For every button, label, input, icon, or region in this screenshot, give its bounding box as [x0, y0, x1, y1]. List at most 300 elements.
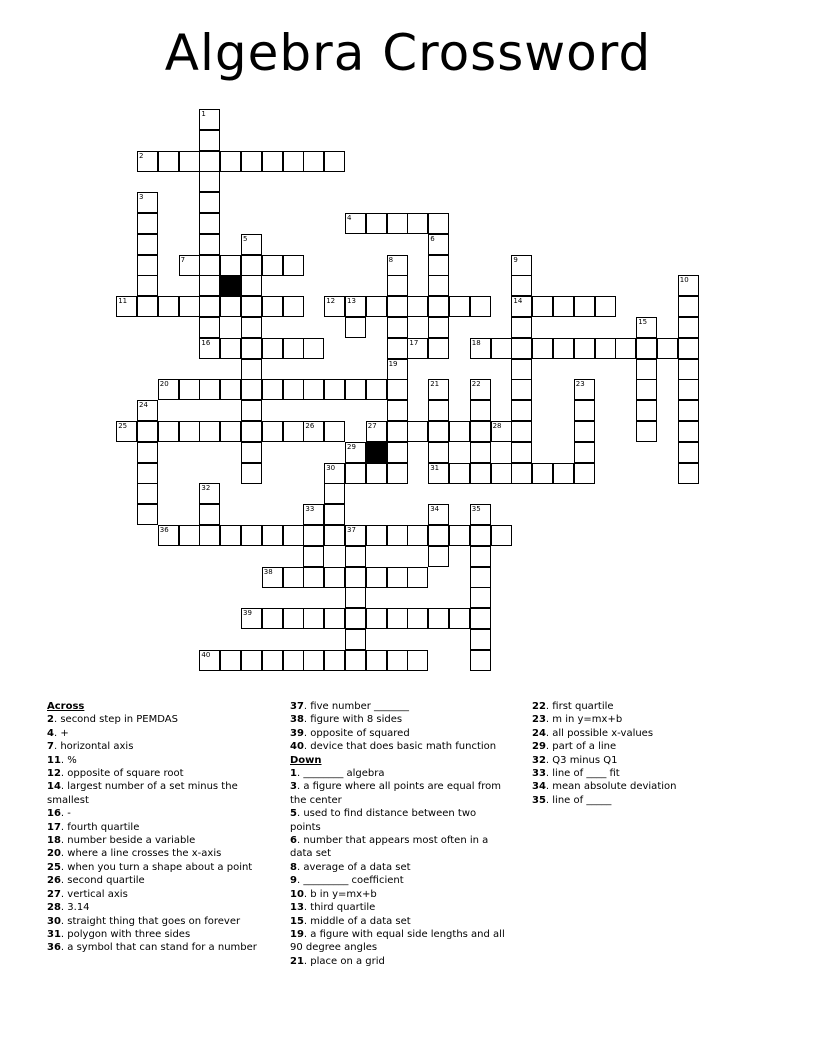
- clue-item-number: 6: [290, 835, 297, 847]
- clue-item-text: . opposite of squared: [303, 727, 410, 739]
- grid-cell[interactable]: [199, 130, 220, 151]
- clue-item-text: . 3.14: [60, 902, 90, 914]
- clue-item: [290, 928, 505, 955]
- clue-item: [532, 780, 747, 793]
- grid-cell[interactable]: [511, 338, 532, 359]
- grid-cell[interactable]: [636, 359, 657, 380]
- grid-cell[interactable]: [345, 608, 366, 629]
- grid-cell[interactable]: [262, 255, 283, 276]
- clue-item: [47, 821, 262, 834]
- grid-cell[interactable]: [407, 608, 428, 629]
- grid-cell[interactable]: [470, 629, 491, 650]
- grid-cell[interactable]: [511, 463, 532, 484]
- grid-cell[interactable]: [387, 296, 408, 317]
- grid-cell[interactable]: [657, 338, 678, 359]
- grid-cell[interactable]: [595, 338, 616, 359]
- clue-number: 15: [638, 318, 648, 326]
- clue-item-number: 11: [47, 754, 61, 766]
- clue-item-text: . number beside a variable: [60, 835, 196, 847]
- clue-item-text: . third quartile: [303, 902, 376, 914]
- grid-cell[interactable]: [324, 483, 345, 504]
- grid-cell[interactable]: [366, 463, 387, 484]
- grid-cell[interactable]: [199, 379, 220, 400]
- clue-item-number: 14: [47, 781, 61, 793]
- clue-item-text: . b in y=mx+b: [303, 888, 377, 900]
- grid-cell[interactable]: [366, 296, 387, 317]
- grid-cell[interactable]: [179, 151, 200, 172]
- clue-item-text: . five number _______: [303, 701, 410, 712]
- grid-cell[interactable]: [303, 567, 324, 588]
- grid-cell[interactable]: [241, 400, 262, 421]
- grid-cell[interactable]: [345, 317, 366, 338]
- grid-cell[interactable]: [324, 525, 345, 546]
- grid-cell[interactable]: [491, 338, 512, 359]
- clue-item-number: 31: [47, 928, 61, 940]
- clue-item: [532, 794, 747, 807]
- grid-cell[interactable]: [137, 275, 158, 296]
- grid-cell[interactable]: [407, 421, 428, 442]
- clue-item-number: 30: [47, 915, 61, 927]
- grid-cell[interactable]: [303, 608, 324, 629]
- clue-item: [47, 727, 262, 740]
- grid-cell[interactable]: [387, 608, 408, 629]
- grid-cell[interactable]: [636, 379, 657, 400]
- grid-cell[interactable]: [387, 317, 408, 338]
- grid-cell[interactable]: [366, 567, 387, 588]
- grid-cell[interactable]: [303, 338, 324, 359]
- grid-cell[interactable]: [283, 567, 304, 588]
- clue-item: [532, 740, 747, 753]
- clue-item: [290, 955, 505, 968]
- clue-item: [290, 807, 505, 834]
- clue-item-text: . first quartile: [545, 701, 614, 712]
- clue-number: 2: [139, 151, 144, 160]
- grid-cell[interactable]: [428, 317, 449, 338]
- grid-cell[interactable]: [407, 650, 428, 671]
- grid-cell[interactable]: [678, 379, 699, 400]
- clue-item-number: 12: [47, 768, 61, 780]
- grid-cell[interactable]: [407, 567, 428, 588]
- clue-item: [290, 767, 505, 780]
- grid-cell[interactable]: [470, 442, 491, 463]
- grid-cell[interactable]: [137, 234, 158, 255]
- clue-item-number: 22: [532, 701, 546, 712]
- grid-cell[interactable]: [262, 379, 283, 400]
- grid-cell[interactable]: [324, 504, 345, 525]
- grid-cell[interactable]: [345, 567, 366, 588]
- clue-item-text: . mean absolute deviation: [545, 781, 677, 793]
- grid-cell[interactable]: [678, 338, 699, 359]
- grid-cell[interactable]: [678, 463, 699, 484]
- clue-item-text: . straight thing that goes on forever: [60, 915, 241, 927]
- clue-number: 32: [201, 484, 211, 493]
- grid-cell[interactable]: [303, 546, 324, 567]
- grid-cell[interactable]: [158, 421, 179, 442]
- clue-item-text: . line of _____: [545, 794, 612, 806]
- grid-cell[interactable]: [199, 171, 220, 192]
- grid-cell[interactable]: [262, 525, 283, 546]
- grid-cell[interactable]: [220, 255, 241, 276]
- grid-cell[interactable]: [345, 463, 366, 484]
- grid-cell[interactable]: [241, 463, 262, 484]
- grid-cell[interactable]: [345, 650, 366, 671]
- grid-cell[interactable]: [345, 546, 366, 567]
- clue-item-number: 15: [290, 915, 304, 927]
- grid-cell[interactable]: [574, 296, 595, 317]
- clue-item-text: . device that does basic math function: [303, 741, 497, 753]
- grid-cell[interactable]: [137, 213, 158, 234]
- grid-cell[interactable]: [470, 567, 491, 588]
- clue-number: 23: [575, 380, 585, 389]
- grid-cell[interactable]: [241, 317, 262, 338]
- grid-cell[interactable]: [636, 400, 657, 421]
- grid-cell[interactable]: [532, 338, 553, 359]
- grid-cell[interactable]: [283, 608, 304, 629]
- grid-cell[interactable]: [199, 192, 220, 213]
- grid-cell[interactable]: [428, 213, 449, 234]
- clue-item-number: 32: [532, 754, 546, 766]
- clue-item-text: . when you turn a shape about a point: [60, 861, 253, 873]
- grid-cell[interactable]: [553, 338, 574, 359]
- grid-cell[interactable]: [532, 296, 553, 317]
- clue-item-number: 10: [290, 888, 304, 900]
- clue-number: 4: [347, 214, 352, 222]
- clue-item: [290, 740, 505, 753]
- grid-cell[interactable]: [262, 338, 283, 359]
- clue-item: [532, 767, 747, 780]
- grid-cell[interactable]: [324, 567, 345, 588]
- grid-cell[interactable]: [283, 151, 304, 172]
- clue-number: 19: [388, 359, 398, 368]
- clue-item: [47, 754, 262, 767]
- clue-column-2: [290, 700, 505, 968]
- grid-cell[interactable]: [553, 463, 574, 484]
- grid-cell[interactable]: [449, 525, 470, 546]
- grid-cell[interactable]: [199, 255, 220, 276]
- grid-cell[interactable]: [199, 151, 220, 172]
- grid-cell[interactable]: [179, 379, 200, 400]
- clue-item-number: 20: [47, 848, 61, 860]
- grid-cell[interactable]: [407, 213, 428, 234]
- clue-item: [532, 713, 747, 726]
- clue-item-number: 37: [290, 701, 304, 712]
- grid-cell[interactable]: [366, 525, 387, 546]
- grid-cell[interactable]: [199, 525, 220, 546]
- grid-cell[interactable]: [241, 255, 262, 276]
- grid-cell[interactable]: [491, 463, 512, 484]
- grid-cell[interactable]: [199, 317, 220, 338]
- clue-item-number: 24: [532, 727, 546, 739]
- clue-item: [290, 901, 505, 914]
- grid-cell[interactable]: [387, 400, 408, 421]
- grid-cell[interactable]: [303, 151, 324, 172]
- clue-item-text: . _________ coefficient: [296, 875, 404, 887]
- clue-number: 18: [471, 338, 481, 347]
- grid-cell[interactable]: [511, 400, 532, 421]
- clue-number: 29: [347, 442, 356, 451]
- clue-item-text: . %: [60, 754, 77, 766]
- grid-cell[interactable]: [511, 359, 532, 380]
- grid-cell[interactable]: [470, 587, 491, 608]
- clue-number: 22: [471, 380, 481, 389]
- grid-cell[interactable]: [283, 338, 304, 359]
- clue-item-number: 3: [290, 781, 297, 793]
- grid-cell[interactable]: [262, 421, 283, 442]
- clue-number: 3: [139, 193, 144, 202]
- clue-item-number: 9: [290, 875, 297, 887]
- clue-item-text: . figure with 8 sides: [303, 714, 403, 726]
- grid-cell[interactable]: [678, 317, 699, 338]
- clue-item-text: . Q3 minus Q1: [545, 754, 618, 766]
- clue-item-text: . average of a data set: [296, 861, 411, 873]
- grid-cell[interactable]: [449, 463, 470, 484]
- grid-cell[interactable]: [470, 608, 491, 629]
- grid-cell[interactable]: [199, 504, 220, 525]
- grid-cell[interactable]: [387, 442, 408, 463]
- clue-item: [532, 727, 747, 740]
- clue-item: [47, 834, 262, 847]
- grid-cell[interactable]: [366, 608, 387, 629]
- grid-cell[interactable]: [262, 296, 283, 317]
- grid-cell[interactable]: [678, 359, 699, 380]
- clue-item: [47, 740, 262, 753]
- clue-number: 12: [326, 297, 336, 306]
- grid-cell[interactable]: [553, 296, 574, 317]
- clue-item-text: . +: [53, 727, 69, 739]
- grid-cell[interactable]: [303, 650, 324, 671]
- grid-cell[interactable]: [678, 296, 699, 317]
- clue-item: [47, 780, 262, 807]
- grid-cell[interactable]: [449, 421, 470, 442]
- grid-cell[interactable]: [511, 317, 532, 338]
- clue-number: 39: [243, 609, 252, 618]
- grid-cell[interactable]: [345, 587, 366, 608]
- grid-cell[interactable]: [470, 650, 491, 671]
- grid-cell[interactable]: [220, 421, 241, 442]
- clue-item-number: 7: [47, 741, 54, 753]
- clue-number: 5: [243, 234, 248, 243]
- grid-cell[interactable]: [283, 525, 304, 546]
- grid-cell[interactable]: [199, 234, 220, 255]
- grid-cell[interactable]: [324, 379, 345, 400]
- grid-cell[interactable]: [199, 275, 220, 296]
- clue-number: 30: [326, 463, 336, 472]
- grid-cell[interactable]: [283, 379, 304, 400]
- grid-cell[interactable]: [428, 608, 449, 629]
- grid-cell[interactable]: [387, 650, 408, 671]
- clue-item-text: . largest number of a set minus the smallest: [47, 781, 238, 806]
- grid-cell[interactable]: [137, 255, 158, 276]
- grid-cell[interactable]: [574, 463, 595, 484]
- grid-cell[interactable]: [511, 421, 532, 442]
- grid-cell[interactable]: [324, 650, 345, 671]
- grid-cell[interactable]: [387, 379, 408, 400]
- grid-cell[interactable]: [283, 650, 304, 671]
- grid-cell[interactable]: [387, 338, 408, 359]
- clue-item-number: 33: [532, 768, 546, 780]
- grid-cell[interactable]: [220, 379, 241, 400]
- grid-cell[interactable]: [199, 296, 220, 317]
- clue-item: [47, 941, 262, 954]
- grid-cell[interactable]: [387, 463, 408, 484]
- grid-cell[interactable]: [491, 525, 512, 546]
- clue-item-text: . horizontal axis: [53, 741, 134, 753]
- grid-cell[interactable]: [137, 463, 158, 484]
- clue-item: [290, 888, 505, 901]
- grid-cell[interactable]: [220, 338, 241, 359]
- grid-cell[interactable]: [387, 213, 408, 234]
- clue-number: 9: [513, 255, 518, 264]
- grid-cell[interactable]: [428, 442, 449, 463]
- grid-cell[interactable]: [615, 338, 636, 359]
- grid-cell[interactable]: [470, 525, 491, 546]
- clue-number: 13: [347, 297, 356, 306]
- clue-item-number: 2: [47, 714, 54, 726]
- grid-cell[interactable]: [574, 338, 595, 359]
- grid-cell[interactable]: [158, 296, 179, 317]
- grid-cell[interactable]: [387, 421, 408, 442]
- grid-cell[interactable]: [595, 296, 616, 317]
- grid-cell[interactable]: [387, 567, 408, 588]
- grid-cell[interactable]: [324, 421, 345, 442]
- grid-cell[interactable]: [262, 608, 283, 629]
- grid-cell[interactable]: [283, 255, 304, 276]
- grid-cell[interactable]: [428, 525, 449, 546]
- clue-item-text: . ________ algebra: [296, 768, 385, 780]
- clue-item-number: 19: [290, 928, 304, 940]
- clue-item-text: . a figure with equal side lengths and all 90 degree angles: [290, 928, 505, 954]
- clue-column-3: [532, 700, 747, 807]
- grid-cell[interactable]: [428, 255, 449, 276]
- grid-cell[interactable]: [407, 296, 428, 317]
- grid-cell[interactable]: [283, 296, 304, 317]
- grid-cell[interactable]: [428, 400, 449, 421]
- grid-cell[interactable]: [199, 421, 220, 442]
- clue-item: [47, 915, 262, 928]
- grid-cell[interactable]: [428, 338, 449, 359]
- grid-cell[interactable]: [574, 442, 595, 463]
- grid-cell[interactable]: [241, 338, 262, 359]
- clue-number: 10: [679, 276, 689, 285]
- grid-cell[interactable]: [636, 338, 657, 359]
- grid-cell[interactable]: [137, 421, 158, 442]
- clue-item-text: . second quartile: [60, 875, 145, 887]
- grid-cell[interactable]: [345, 629, 366, 650]
- grid-cell[interactable]: [470, 400, 491, 421]
- grid-cell[interactable]: [137, 483, 158, 504]
- grid-cell[interactable]: [220, 151, 241, 172]
- black-cell: [366, 442, 387, 463]
- clue-number: 6: [430, 234, 435, 243]
- grid-cell[interactable]: [470, 463, 491, 484]
- grid-cell[interactable]: [324, 608, 345, 629]
- clue-number: 27: [367, 422, 377, 430]
- grid-cell[interactable]: [137, 504, 158, 525]
- grid-cell[interactable]: [220, 650, 241, 671]
- grid-cell[interactable]: [678, 421, 699, 442]
- clue-item-number: 8: [290, 861, 297, 873]
- grid-cell[interactable]: [449, 608, 470, 629]
- grid-cell[interactable]: [241, 421, 262, 442]
- grid-cell[interactable]: [262, 151, 283, 172]
- grid-cell[interactable]: [241, 442, 262, 463]
- grid-cell[interactable]: [241, 296, 262, 317]
- clue-item: [290, 834, 505, 861]
- clue-item-text: . line of ____ fit: [545, 768, 620, 780]
- grid-cell[interactable]: [137, 296, 158, 317]
- grid-cell[interactable]: [158, 151, 179, 172]
- grid-cell[interactable]: [303, 379, 324, 400]
- grid-cell[interactable]: [137, 442, 158, 463]
- grid-cell[interactable]: [345, 379, 366, 400]
- grid-cell[interactable]: [179, 296, 200, 317]
- grid-cell[interactable]: [407, 525, 428, 546]
- grid-cell[interactable]: [428, 275, 449, 296]
- grid-cell[interactable]: [220, 525, 241, 546]
- clue-number: 34: [430, 505, 440, 514]
- grid-cell[interactable]: [428, 296, 449, 317]
- grid-cell[interactable]: [324, 151, 345, 172]
- clue-item-text: . place on a grid: [303, 955, 385, 967]
- grid-cell[interactable]: [179, 421, 200, 442]
- grid-cell[interactable]: [511, 275, 532, 296]
- clue-item-text: . polygon with three sides: [60, 928, 191, 940]
- grid-cell[interactable]: [241, 525, 262, 546]
- grid-cell[interactable]: [387, 275, 408, 296]
- grid-cell[interactable]: [449, 296, 470, 317]
- grid-cell[interactable]: [241, 359, 262, 380]
- grid-cell[interactable]: [428, 421, 449, 442]
- clue-item-number: 25: [47, 861, 61, 873]
- grid-cell[interactable]: [283, 421, 304, 442]
- grid-cell[interactable]: [574, 400, 595, 421]
- clue-item-number: 21: [290, 955, 304, 967]
- grid-cell[interactable]: [262, 650, 283, 671]
- grid-cell[interactable]: [241, 379, 262, 400]
- down-heading: Down: [290, 754, 322, 766]
- grid-cell[interactable]: [241, 650, 262, 671]
- grid-cell[interactable]: [511, 442, 532, 463]
- grid-cell[interactable]: [511, 379, 532, 400]
- grid-cell[interactable]: [636, 421, 657, 442]
- grid-cell[interactable]: [428, 546, 449, 567]
- grid-cell[interactable]: [678, 442, 699, 463]
- grid-cell[interactable]: [366, 379, 387, 400]
- clue-item-number: 1: [290, 768, 297, 780]
- clue-item-number: 18: [47, 835, 61, 847]
- grid-cell[interactable]: [366, 213, 387, 234]
- clue-item: [290, 874, 505, 887]
- grid-cell[interactable]: [241, 151, 262, 172]
- grid-cell[interactable]: [179, 525, 200, 546]
- black-cell: [220, 275, 241, 296]
- grid-cell[interactable]: [678, 400, 699, 421]
- grid-cell[interactable]: [220, 296, 241, 317]
- grid-cell[interactable]: [387, 525, 408, 546]
- grid-cell[interactable]: [574, 421, 595, 442]
- grid-cell[interactable]: [303, 525, 324, 546]
- grid-cell[interactable]: [241, 275, 262, 296]
- grid-cell[interactable]: [366, 650, 387, 671]
- clue-item: [290, 713, 505, 726]
- grid-cell[interactable]: [199, 213, 220, 234]
- grid-cell[interactable]: [470, 421, 491, 442]
- grid-cell[interactable]: [470, 546, 491, 567]
- clue-number: 17: [409, 338, 419, 347]
- clue-item-number: 27: [47, 888, 61, 900]
- grid-cell[interactable]: [470, 296, 491, 317]
- grid-cell[interactable]: [532, 463, 553, 484]
